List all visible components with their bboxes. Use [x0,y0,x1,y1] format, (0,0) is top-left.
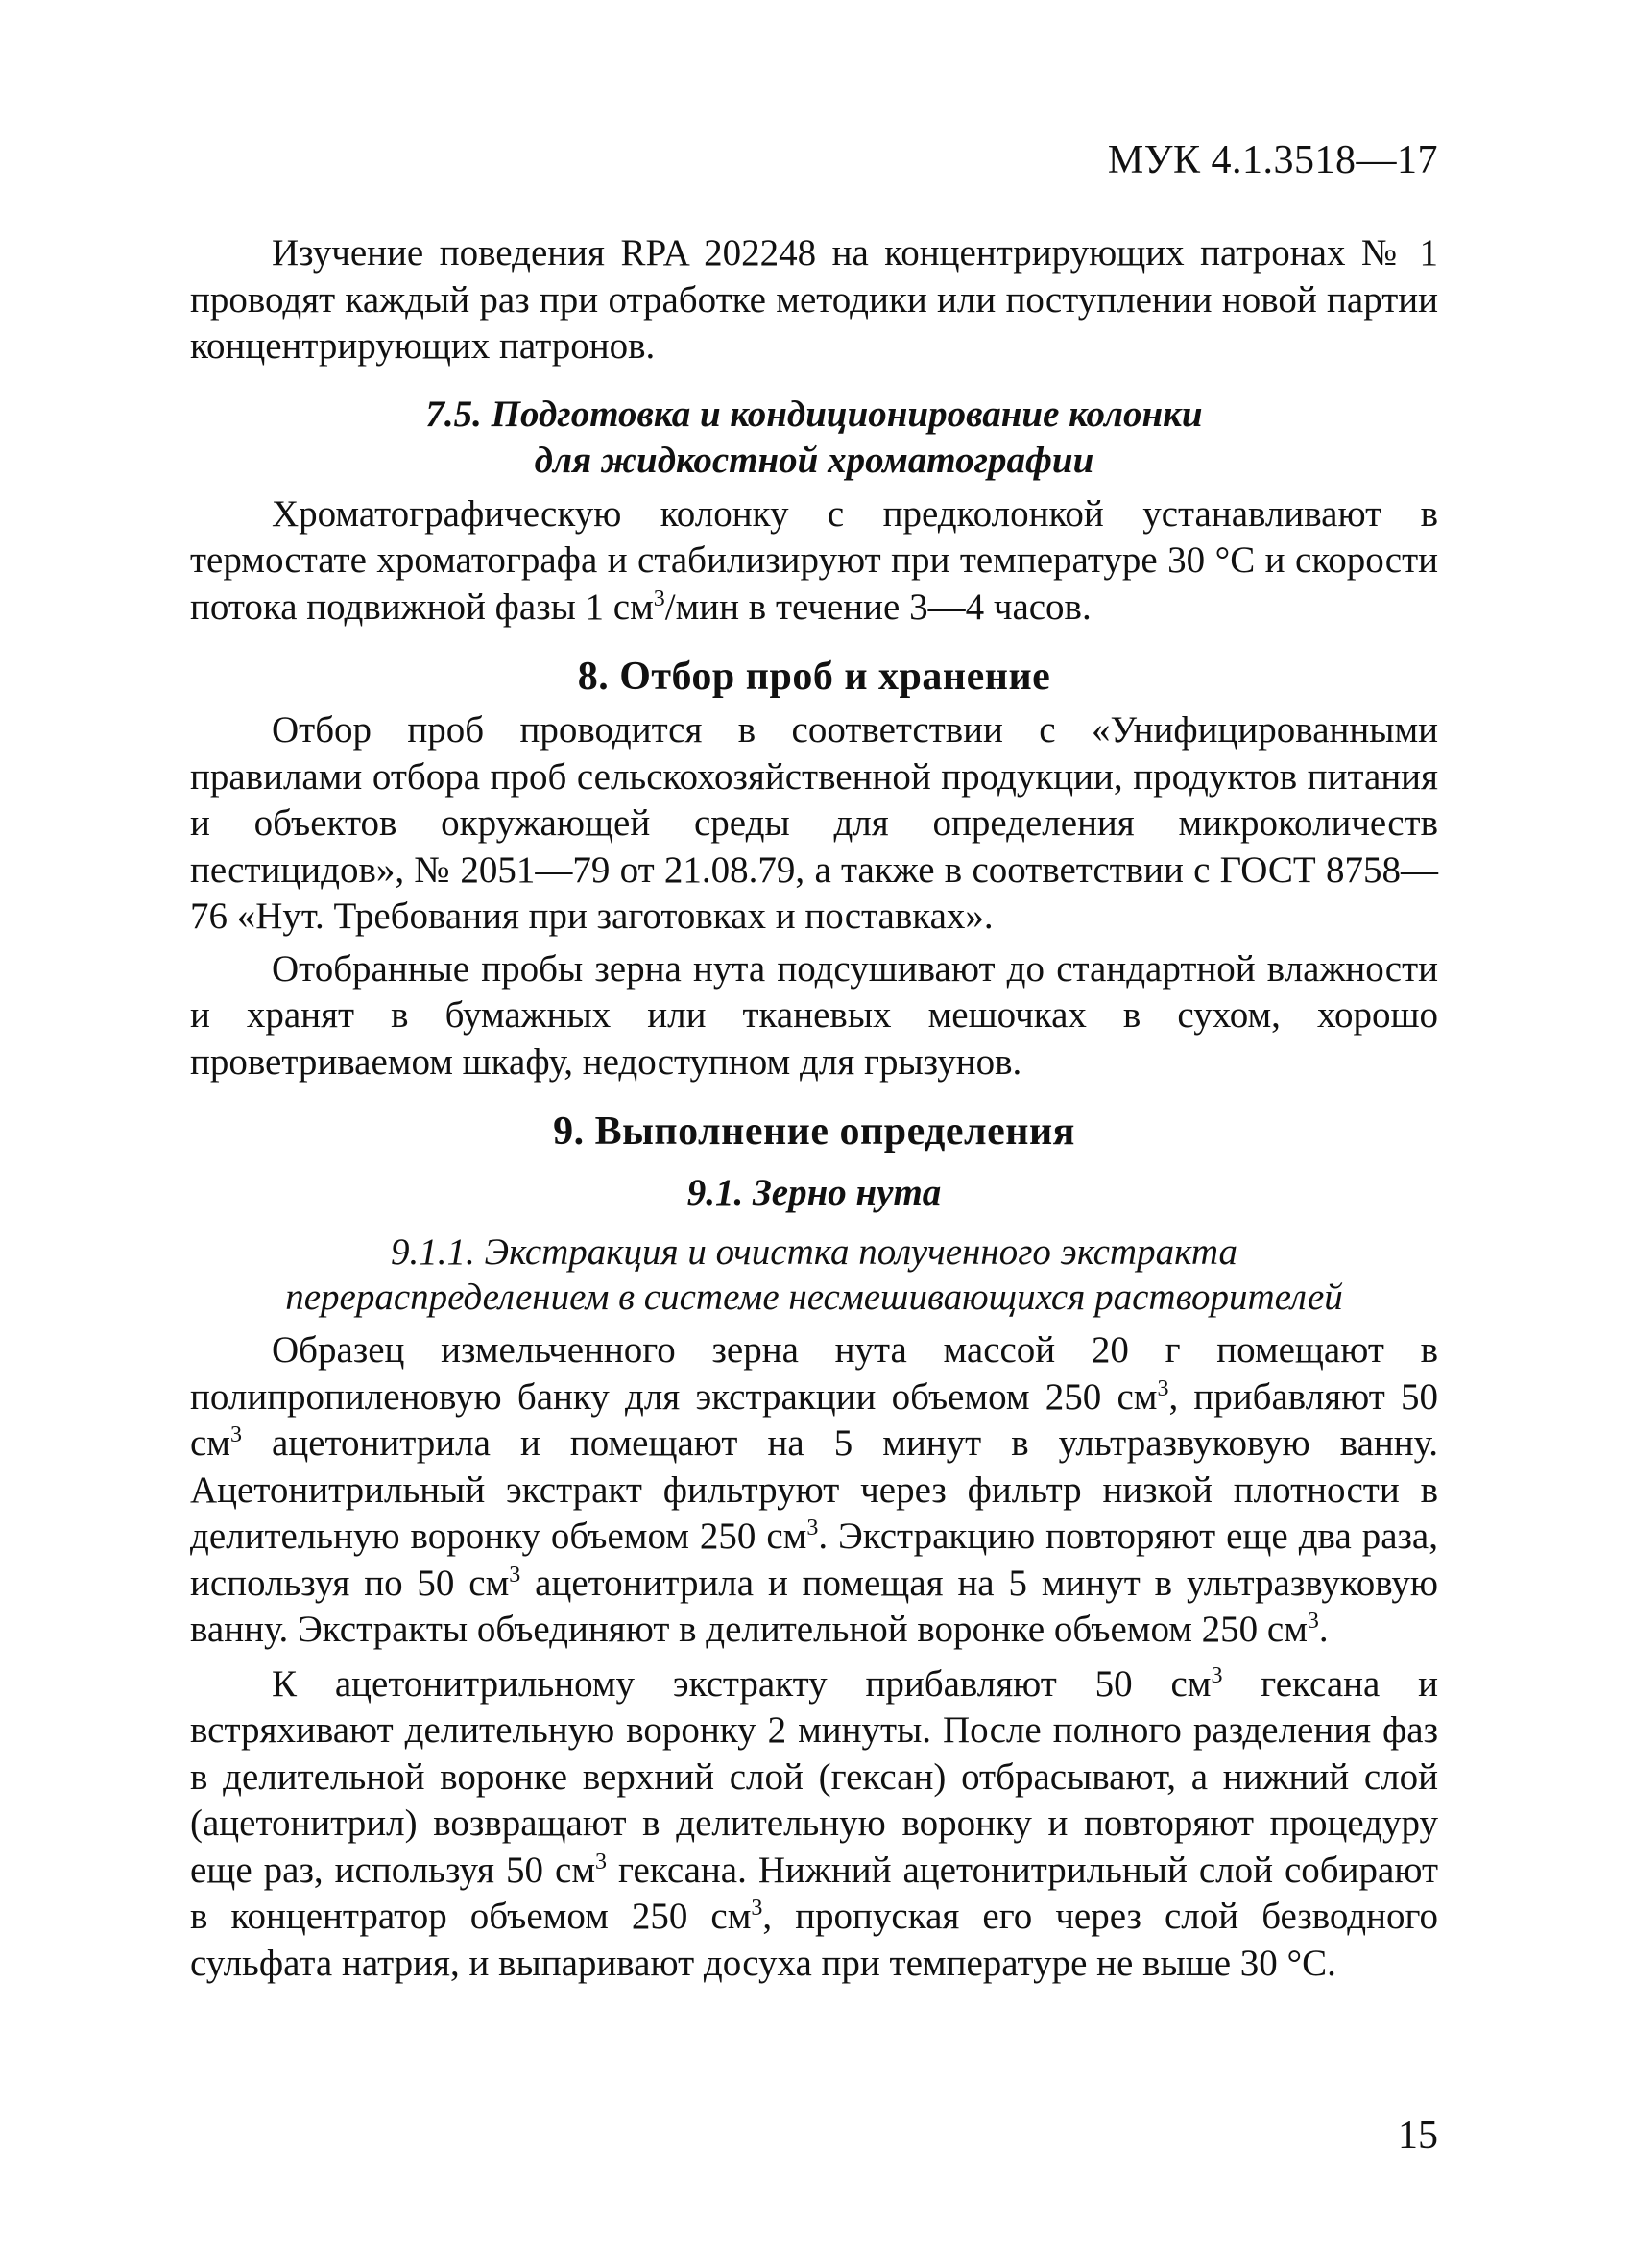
text-run: , пропуская его через слой безводного сульфата натрия, и выпаривают досуха при температуре не выше 30 °С. [190,1896,1438,1984]
text-run: гексана и встряхивают делительную воронку 2 минуты. После полного разделения фаз в делительной воронке верхний слой (гексан) отбрасывают, а нижний слой (ацетонитрил) возвращают в делительную воронку и повторяют процедуру еще раз, используя 50 см [190,1662,1438,1891]
superscript: 3 [1211,1662,1223,1688]
text-run: . [1318,1609,1329,1650]
text-run: К ацетонитрильному экстракту прибавляют 50 см [272,1662,1212,1705]
superscript: 3 [509,1562,521,1588]
section-7-5-text-b: /мин в течение 3—4 часов. [664,585,1092,628]
section-8-title: 8. Отбор проб и хранение [577,655,1051,699]
section-9-1-1-paragraph-2 [190,1661,1438,1988]
section-7-5-title-line-2: для жидкостной хроматографии [534,439,1094,481]
superscript: 3 [751,1896,763,1921]
page-content [190,230,1438,1987]
superscript: 3 [230,1422,242,1447]
text-run: ацетонитрила и помещают на 5 минут в ультразвуковую ванну. Ацетонитрильный экстракт фильтруют через фильтр низкой плотности в делительную воронку объемом 250 см [190,1422,1438,1557]
section-7-5-paragraph [190,491,1438,632]
text-run: гексана. Нижний ацетонитрильный слой собирают в концентратор объемом 250 см [190,1849,1438,1937]
section-9-1-1-paragraph-1 [190,1327,1438,1654]
superscript: 3 [1157,1375,1169,1401]
document-page [190,0,1438,2268]
section-9-1-1-title-line-2: перераспределением в системе несмешивающихся растворителей [285,1277,1343,1318]
text-run: Образец измельченного зерна нута массой 20 г помещают в полипропиленовую банку для экстракции объемом 250 см [190,1329,1438,1418]
document-code-header: МУК 4.1.3518—17 [1107,138,1438,182]
superscript: 3 [595,1849,608,1874]
section-9-1-1-title-line-1: 9.1.1. Экстракция и очистка полученного экстракта [391,1231,1237,1273]
text-run: , прибавляют 50 см [190,1375,1438,1464]
text-run: . Экстракцию повторяют еще два раза, используя по 50 см [190,1516,1438,1604]
superscript: 3 [806,1516,819,1540]
intro-paragraph: Изучение поведения RPA 202248 на концентрирующих патронах № 1 проводят каждый раз при отработке методики или поступлении новой партии концентрирующих патронов. [190,232,1438,367]
text-run: ацетонитрила и помещая на 5 минут в ультразвуковую ванну. Экстракты объединяют в делительной воронке объемом 250 см [190,1562,1438,1650]
superscript: 3 [653,585,665,611]
section-7-5-title-line-1: 7.5. Подготовка и кондиционирование колонки [425,393,1203,435]
section-8-paragraph-1: Отбор проб проводится в соответствии с «Унифицированными правилами отбора проб сельскохозяйственной продукции, продуктов питания и объектов окружающей среды для определения микроколичеств пестицидов», № 2051—79 от 21.08.79, а также в соответствии с ГОСТ 8758—76 «Нут. Требования при заготовках и поставках». [190,709,1438,937]
superscript: 3 [1307,1609,1319,1634]
section-7-5-text-a: Хроматографическую колонку с предколонкой устанавливают в термостате хроматографа и стабилизируют при температуре 30 °С и скорости потока подвижной фазы 1 см [190,492,1438,628]
section-9-1-title: 9.1. Зерно нута [686,1172,942,1213]
section-9-title: 9. Выполнение определения [553,1110,1075,1154]
section-8-paragraph-2: Отобранные пробы зерна нута подсушивают до стандартной влажности и хранят в бумажных или тканевых мешочках в сухом, хорошо проветриваемом шкафу, недоступном для грызунов. [190,947,1438,1083]
page-number: 15 [1398,2113,1438,2158]
